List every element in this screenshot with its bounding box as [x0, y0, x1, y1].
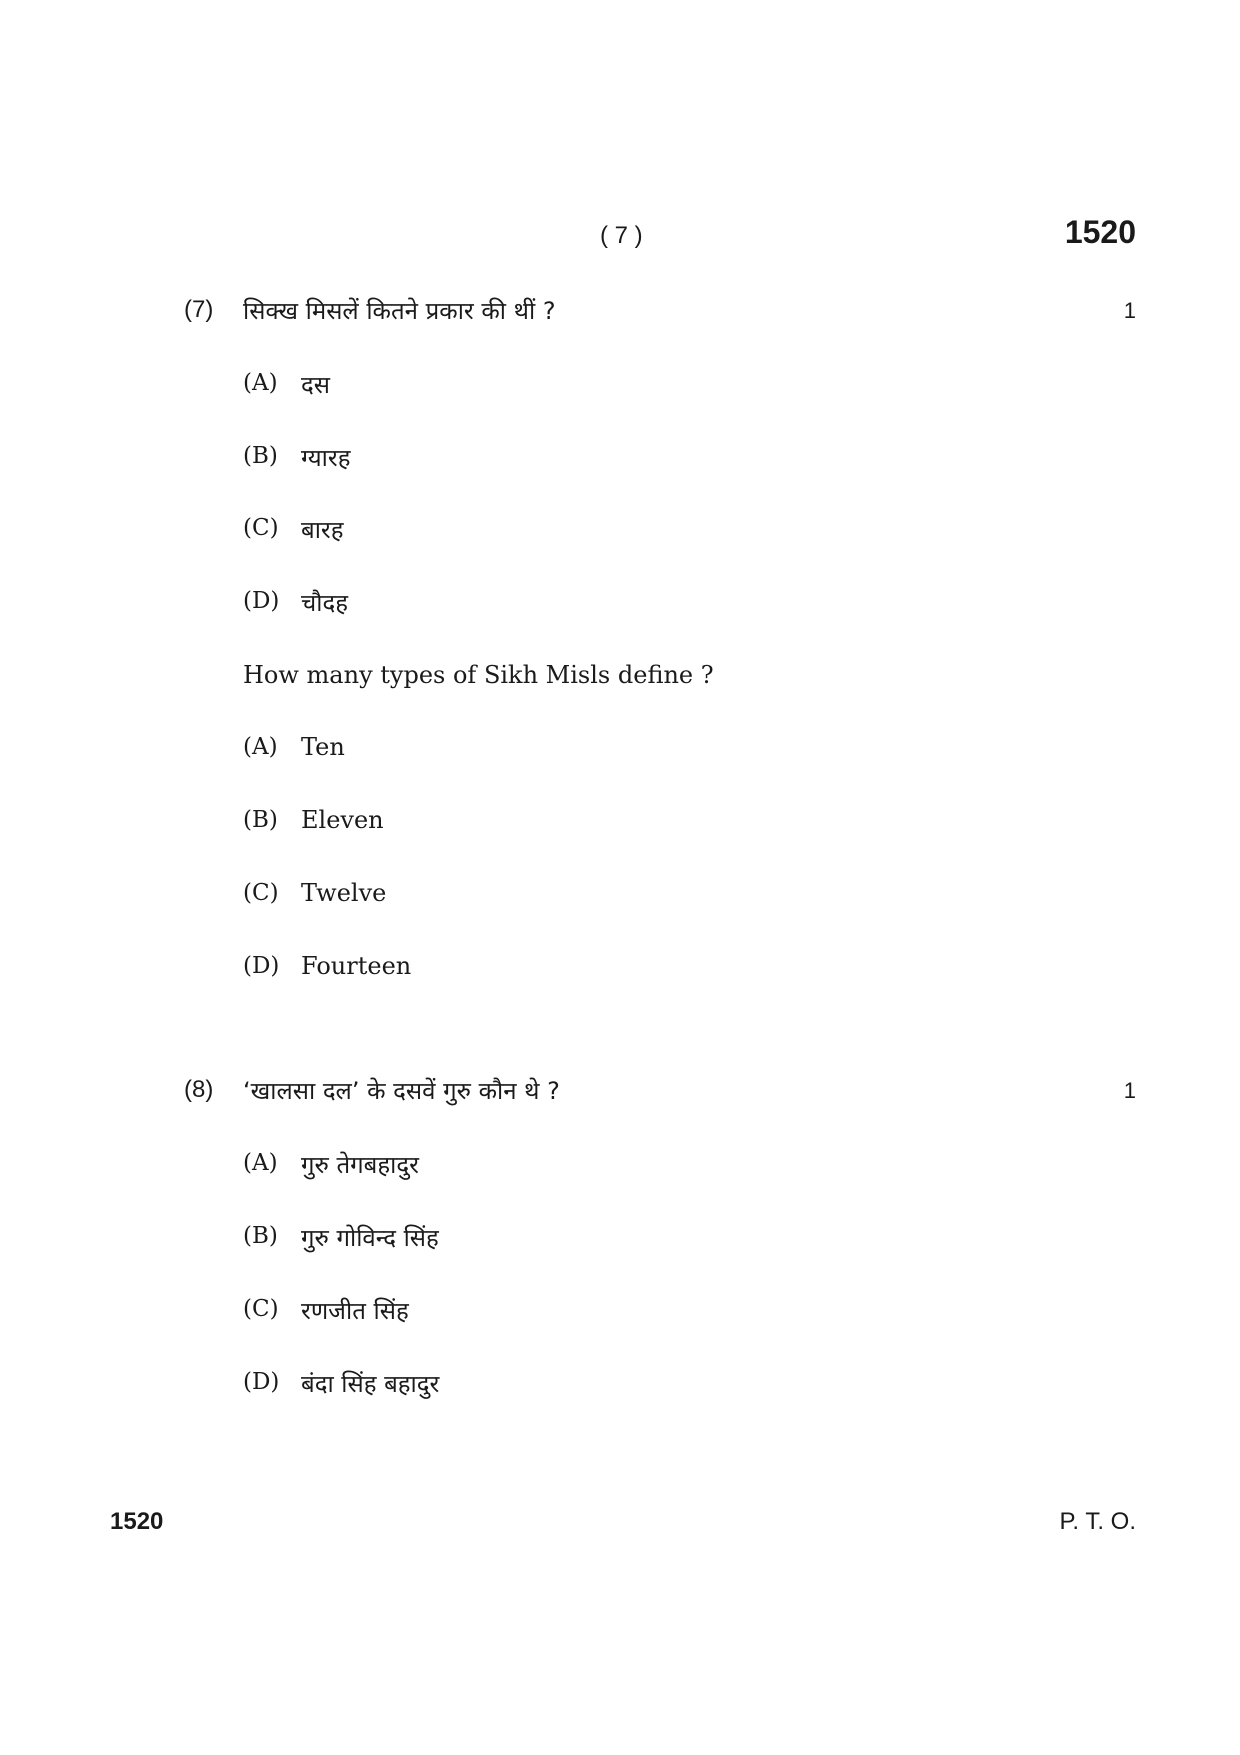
option-letter: (B) [243, 1223, 278, 1249]
question-marks: 1 [1123, 298, 1136, 323]
option-text: Twelve [301, 879, 387, 907]
question-text-hindi: ‘खालसा दल’ के दसवें गुरु कौन थे ? [243, 1077, 560, 1105]
option-text: Ten [301, 733, 345, 761]
option-letter: (D) [243, 1369, 280, 1395]
page-number: ( 7 ) [600, 222, 643, 249]
option-text: Eleven [301, 806, 384, 834]
option-text: गुरु गोविन्द सिंह [301, 1224, 439, 1252]
question-text-english: How many types of Sikh Misls define ? [243, 661, 714, 689]
option-letter: (C) [243, 515, 279, 541]
option-letter: (A) [243, 370, 278, 396]
option-letter: (B) [243, 443, 278, 469]
question-marks: 1 [1123, 1078, 1136, 1103]
question-number: (8) [184, 1076, 214, 1103]
paper-code-footer: 1520 [110, 1508, 164, 1535]
option-text: ग्यारह [301, 444, 351, 472]
paper-code-header: 1520 [1064, 214, 1136, 250]
option-letter: (C) [243, 880, 279, 906]
option-text: गुरु तेगबहादुर [301, 1151, 419, 1179]
option-text: Fourteen [301, 952, 412, 980]
option-text: चौदह [301, 589, 348, 617]
option-letter: (A) [243, 1150, 278, 1176]
option-text: बारह [301, 516, 344, 544]
question-number: (7) [184, 296, 214, 323]
option-letter: (B) [243, 807, 278, 833]
option-text: दस [301, 371, 330, 399]
option-text: रणजीत सिंह [301, 1297, 409, 1325]
option-letter: (D) [243, 953, 280, 979]
pto-label: P. T. O. [1059, 1508, 1136, 1535]
option-letter: (D) [243, 588, 280, 614]
question-text-hindi: सिक्ख मिसलें कितने प्रकार की थीं ? [243, 297, 556, 325]
option-text: बंदा सिंह बहादुर [301, 1370, 440, 1398]
option-letter: (C) [243, 1296, 279, 1322]
option-letter: (A) [243, 734, 278, 760]
